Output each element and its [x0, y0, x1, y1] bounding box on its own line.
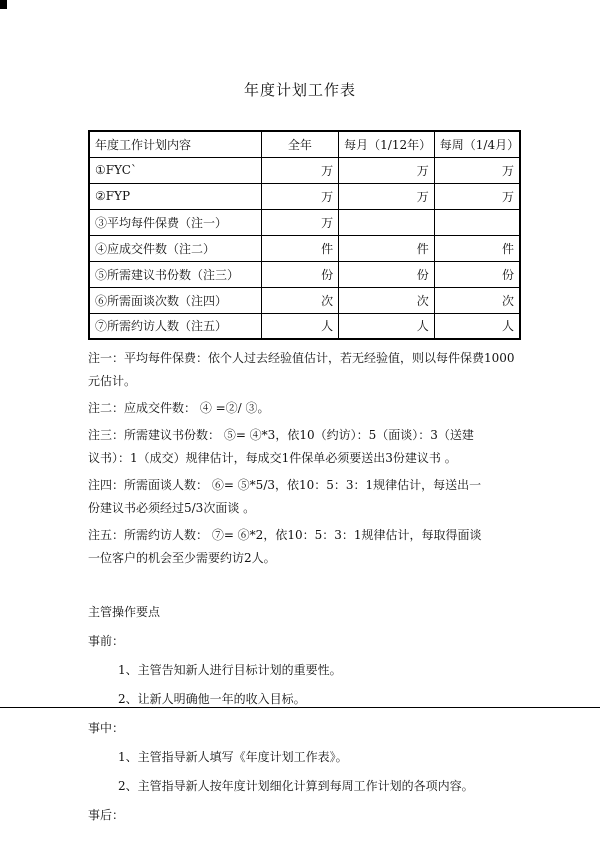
note-line: 元估计。	[88, 374, 137, 388]
cell-year[interactable]: 万	[261, 209, 339, 235]
row-label: ④应成交件数（注二）	[89, 235, 261, 261]
during-label: 事中：	[88, 721, 125, 735]
cell-week[interactable]	[434, 209, 520, 235]
cell-week[interactable]: 万	[434, 157, 520, 183]
after-label: 事后：	[88, 808, 125, 822]
table-header-row	[89, 131, 520, 157]
note-line: 注二：应成交件数： ④ =②/ ③。	[88, 401, 270, 415]
cell-month[interactable]: 万	[339, 183, 435, 209]
table-row	[89, 157, 520, 183]
page-title: 年度计划工作表	[243, 81, 356, 99]
row-label: ①FYC`	[89, 157, 261, 183]
cell-year[interactable]: 万	[261, 157, 339, 183]
row-label: ⑥所需面谈次数（注四）	[89, 287, 261, 313]
note-line: 一位客户的机会至少需要约访2人。	[88, 551, 276, 565]
list-item: 2、让新人明确他一年的收入目标。	[118, 692, 306, 706]
note-line: 注三：所需建议书份数： ⑤= ④*3，依10（约访）：5（面谈）：3（送建	[88, 428, 474, 442]
cell-week[interactable]: 件	[434, 235, 520, 261]
note-1	[88, 347, 528, 393]
cell-year[interactable]: 人	[261, 313, 339, 339]
cell-year[interactable]: 份	[261, 261, 339, 287]
note-line: 注四：所需面谈人数： ⑥= ⑤*5/3，依10：5：3：1规律估计，每送出一	[88, 478, 482, 492]
cell-week[interactable]: 次	[434, 287, 520, 313]
cell-month[interactable]	[339, 209, 435, 235]
cell-year[interactable]: 万	[261, 183, 339, 209]
cell-year[interactable]: 件	[261, 235, 339, 261]
header-year: 全年	[261, 131, 339, 157]
table-row	[89, 313, 520, 339]
cell-year[interactable]: 次	[261, 287, 339, 313]
cell-week[interactable]: 份	[434, 261, 520, 287]
plan-table	[88, 130, 521, 340]
table-row	[89, 261, 520, 287]
note-3	[88, 424, 528, 470]
note-line: 注五：所需约访人数： ⑦= ⑥*2，依10：5：3：1规律估计，每取得面谈	[88, 528, 482, 542]
cell-month[interactable]: 次	[339, 287, 435, 313]
table-row	[89, 287, 520, 313]
supervisor-section	[88, 601, 528, 827]
cell-month[interactable]: 份	[339, 261, 435, 287]
note-4	[88, 474, 528, 520]
note-line: 议书）：1（成交）规律估计，每成交1件保单必须要送出3份建议书 。	[88, 451, 457, 465]
row-label: ②FYP	[89, 183, 261, 209]
cell-week[interactable]: 万	[434, 183, 520, 209]
list-item: 1、主管指导新人填写《年度计划工作表》。	[118, 750, 348, 764]
list-item: 2、主管指导新人按年度计划细化计算到每周工作计划的各项内容。	[118, 779, 474, 793]
row-label: ⑦所需约访人数（注五）	[89, 313, 261, 339]
row-label: ③平均每件保费（注一）	[89, 209, 261, 235]
body-text	[88, 347, 528, 833]
before-label: 事前：	[88, 634, 125, 648]
note-line: 份建议书必须经过5/3次面谈 。	[88, 501, 256, 515]
row-label: ⑤所需建议书份数（注三）	[89, 261, 261, 287]
header-content: 年度工作计划内容	[89, 131, 261, 157]
note-line: 注一：平均每件保费：依个人过去经验值估计，若无经验值，则以每件保费1000	[88, 351, 515, 365]
note-2	[88, 397, 528, 420]
header-week: 每周（1/4月）	[434, 131, 520, 157]
cell-week[interactable]: 人	[434, 313, 520, 339]
header-month: 每月（1/12年）	[339, 131, 435, 157]
cell-month[interactable]: 人	[339, 313, 435, 339]
table-row	[89, 235, 520, 261]
table-row	[89, 183, 520, 209]
cell-month[interactable]: 万	[339, 157, 435, 183]
note-5	[88, 524, 528, 570]
cell-month[interactable]: 件	[339, 235, 435, 261]
corner-mark	[0, 0, 7, 9]
list-item: 1、主管告知新人进行目标计划的重要性。	[118, 663, 342, 677]
section-heading: 主管操作要点	[88, 605, 161, 619]
horizontal-rule	[0, 707, 600, 708]
table-row	[89, 209, 520, 235]
